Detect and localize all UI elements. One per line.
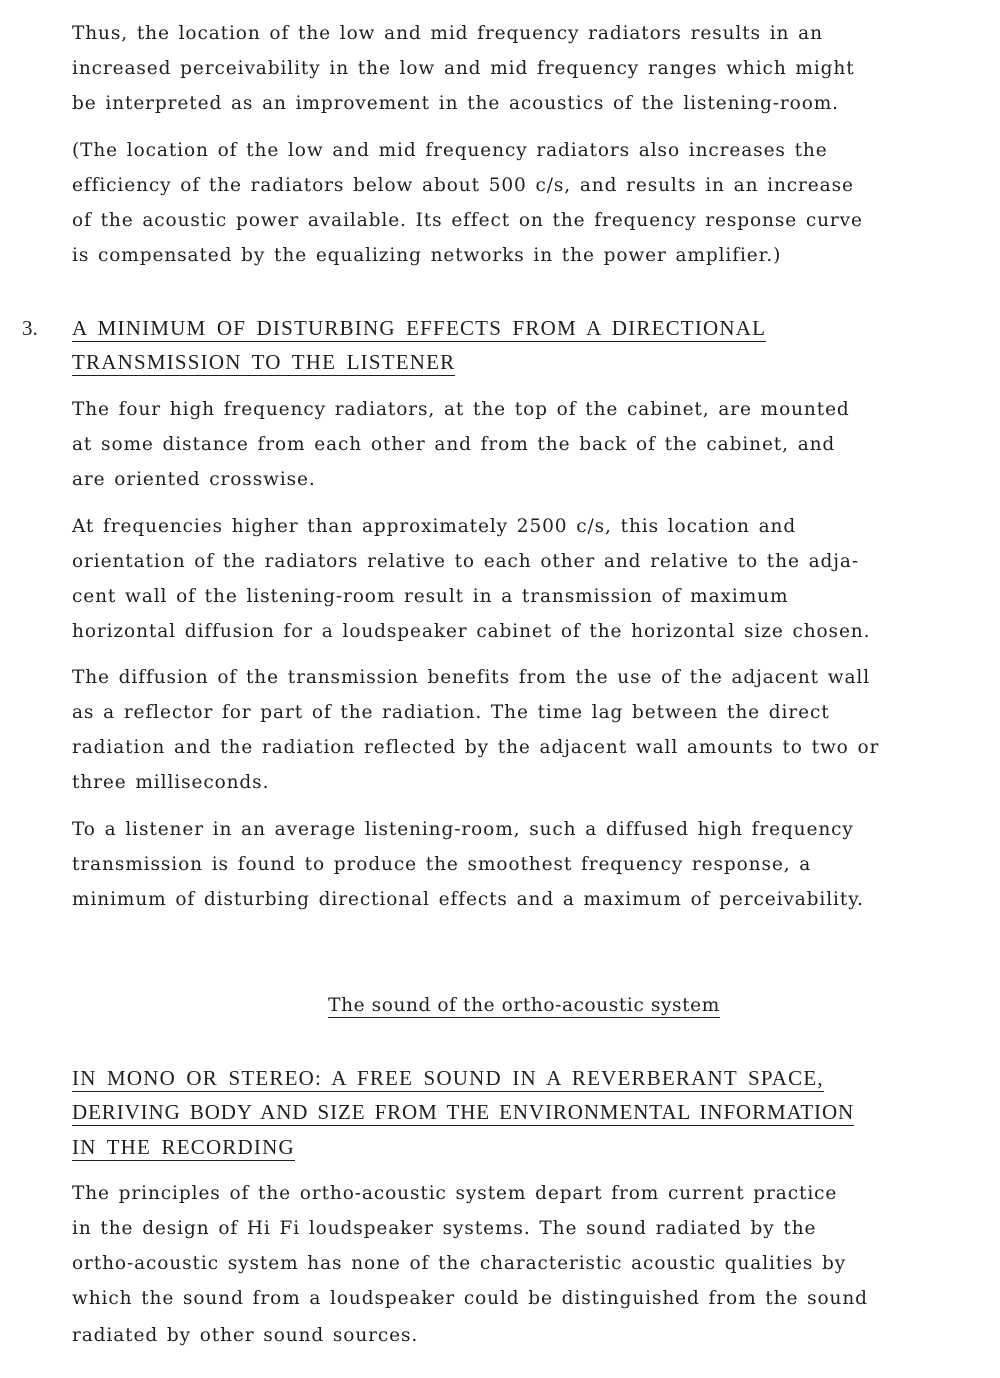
section-heading-line: TRANSMISSION TO THE LISTENER	[72, 350, 456, 374]
paragraph-line: at some distance from each other and from the back of the cabinet, and	[72, 434, 836, 455]
section-heading-line: A MINIMUM OF DISTURBING EFFECTS FROM A DIRECTIONAL	[72, 316, 767, 340]
paragraph-line: orientation of the radiators relative to each other and relative to the adja-	[72, 551, 859, 572]
paragraph-line: are oriented crosswise.	[72, 469, 316, 490]
paragraph-line: increased perceivability in the low and mid frequency ranges which might	[72, 58, 855, 79]
paragraph-line: three milliseconds.	[72, 772, 270, 793]
paragraph-line: The four high frequency radiators, at the top of the cabinet, are mounted	[72, 399, 850, 420]
paragraph-line: minimum of disturbing directional effects and a maximum of perceivability.	[72, 889, 864, 910]
section-number: 3.	[22, 316, 38, 340]
paragraph-line: transmission is found to produce the smoothest frequency response, a	[72, 854, 812, 875]
paragraph-line: be interpreted as an improvement in the acoustics of the listening-room.	[72, 93, 839, 114]
paragraph-line: (The location of the low and mid frequency radiators also increases the	[72, 140, 828, 161]
paragraph-line: To a listener in an average listening-room, such a diffused high frequency	[72, 819, 854, 840]
paragraph-line: efficiency of the radiators below about 500 c/s, and results in an increase	[72, 175, 854, 196]
paragraph-line: The principles of the ortho-acoustic system depart from current practice	[72, 1183, 838, 1204]
paragraph-line: which the sound from a loudspeaker could be distinguished from the sound	[72, 1288, 868, 1309]
section-subtitle: The sound of the ortho-acoustic system	[328, 995, 720, 1016]
paragraph-line: as a reflector for part of the radiation. The time lag between the direct	[72, 702, 830, 723]
paragraph-line: cent wall of the listening-room result in a transmission of maximum	[72, 586, 789, 607]
paragraph-line: of the acoustic power available. Its effect on the frequency response curve	[72, 210, 863, 231]
paragraph-line: ortho-acoustic system has none of the characteristic acoustic qualities by	[72, 1253, 847, 1274]
section-heading-line: DERIVING BODY AND SIZE FROM THE ENVIRONMENTAL INFORMATION	[72, 1100, 855, 1124]
section-heading-line: IN THE RECORDING	[72, 1135, 295, 1159]
paragraph-line: in the design of Hi Fi loudspeaker systems. The sound radiated by the	[72, 1218, 817, 1239]
paragraph-line: radiated by other sound sources.	[72, 1325, 419, 1346]
paragraph-line: The diffusion of the transmission benefits from the use of the adjacent wall	[72, 667, 871, 688]
paragraph-line: At frequencies higher than approximately 2500 c/s, this location and	[72, 516, 797, 537]
paragraph-line: horizontal diffusion for a loudspeaker cabinet of the horizontal size chosen.	[72, 621, 871, 642]
section-heading-line: IN MONO OR STEREO: A FREE SOUND IN A REVERBERANT SPACE,	[72, 1066, 824, 1090]
paragraph-line: radiation and the radiation reflected by the adjacent wall amounts to two or	[72, 737, 880, 758]
paragraph-line: Thus, the location of the low and mid frequency radiators results in an	[72, 23, 823, 44]
paragraph-line: is compensated by the equalizing networks in the power amplifier.)	[72, 245, 782, 266]
